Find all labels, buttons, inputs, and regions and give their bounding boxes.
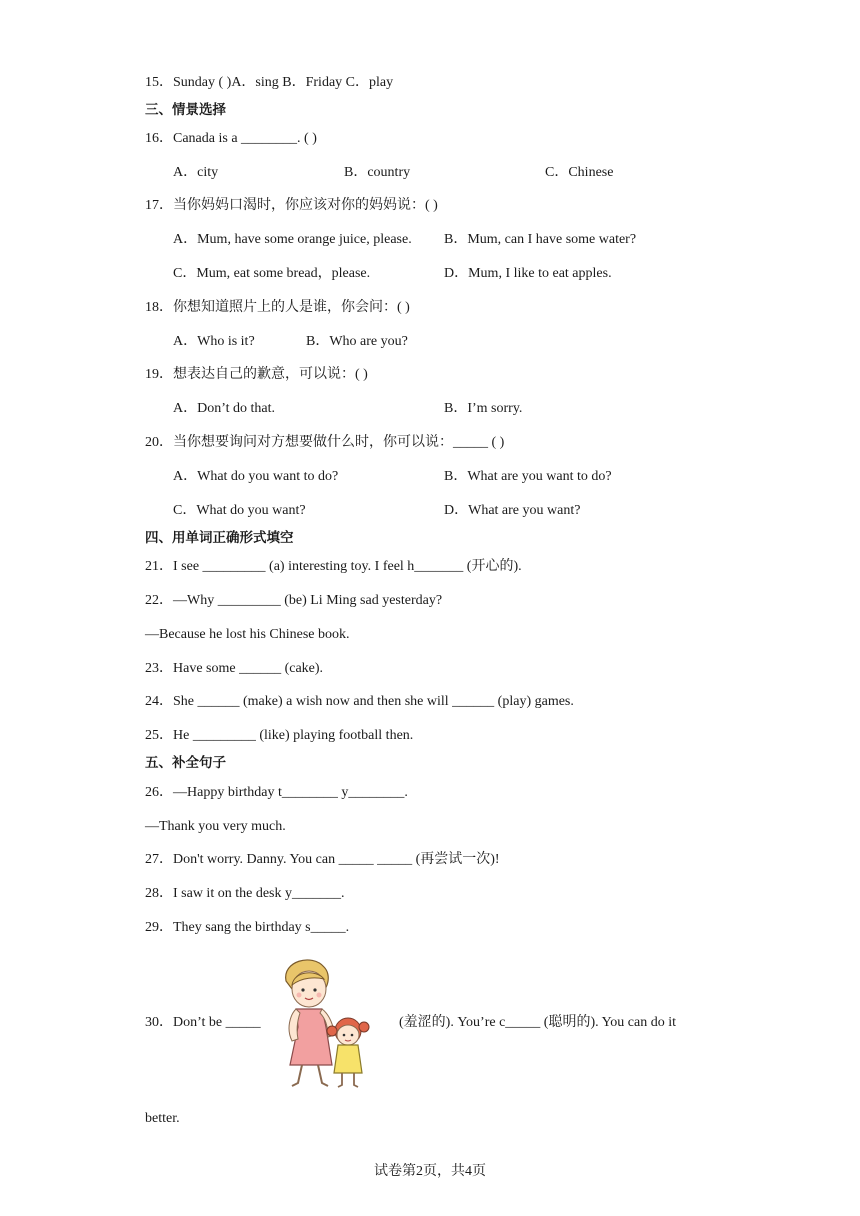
question-25: 25．He _________ (like) playing football then. bbox=[145, 728, 414, 743]
question-29: 29．They sang the birthday s_____. bbox=[145, 920, 350, 935]
question-23: 23．Have some ______ (cake). bbox=[145, 661, 324, 676]
option-16-c: C．Chinese bbox=[545, 165, 614, 180]
page-footer: 试卷第2页，共4页 bbox=[374, 1164, 486, 1179]
question-26-reply: —Thank you very much. bbox=[145, 819, 286, 834]
question-30-end: better. bbox=[145, 1111, 180, 1126]
question-20: 20．当你想要询问对方想要做什么时，你可以说：_____ ( ) bbox=[145, 435, 505, 450]
question-22-answer: —Because he lost his Chinese book. bbox=[145, 627, 350, 642]
option-18-a: A．Who is it? bbox=[173, 334, 255, 349]
section-3-heading: 三、情景选择 bbox=[145, 102, 226, 118]
option-20-d: D．What are you want? bbox=[444, 503, 581, 518]
option-17-d: D．Mum, I like to eat apples. bbox=[444, 266, 612, 281]
section-5-heading: 五、补全句子 bbox=[145, 755, 226, 771]
question-30-start: 30．Don’t be _____ bbox=[145, 1015, 261, 1030]
option-19-a: A．Don’t do that. bbox=[173, 401, 276, 416]
option-17-a: A．Mum, have some orange juice, please. bbox=[173, 232, 412, 247]
question-17: 17．当你妈妈口渴时，你应该对你的妈妈说：( ) bbox=[145, 198, 438, 213]
question-28: 28．I saw it on the desk y_______. bbox=[145, 886, 345, 901]
question-27: 27．Don't worry. Danny. You can _____ _____ (再尝试一次)! bbox=[145, 852, 500, 867]
question-22: 22．—Why _________ (be) Li Ming sad yesterday? bbox=[145, 593, 443, 608]
question-24: 24．She ______ (make) a wish now and then she will ______ (play) games. bbox=[145, 694, 574, 709]
mother-daughter-illustration bbox=[272, 955, 390, 1090]
option-20-a: A．What do you want to do? bbox=[173, 469, 339, 484]
option-20-c: C．What do you want? bbox=[173, 503, 306, 518]
option-17-b: B．Mum, can I have some water? bbox=[444, 232, 637, 247]
option-19-b: B．I’m sorry. bbox=[444, 401, 523, 416]
question-15: 15．Sunday ( )A．sing B．Friday C．play bbox=[145, 75, 394, 90]
question-19: 19．想表达自己的歉意，可以说：( ) bbox=[145, 367, 368, 382]
option-16-a: A．city bbox=[173, 165, 219, 180]
section-4-heading: 四、用单词正确形式填空 bbox=[145, 530, 294, 546]
question-26: 26．—Happy birthday t________ y________. bbox=[145, 785, 408, 800]
question-21: 21．I see _________ (a) interesting toy. I feel h_______ (开心的). bbox=[145, 559, 522, 574]
option-20-b: B．What are you want to do? bbox=[444, 469, 612, 484]
option-17-c: C．Mum, eat some bread，please. bbox=[173, 266, 371, 281]
option-16-b: B．country bbox=[344, 165, 411, 180]
question-18: 18．你想知道照片上的人是谁，你会问：( ) bbox=[145, 300, 410, 315]
question-16: 16．Canada is a ________. ( ) bbox=[145, 131, 317, 146]
question-30-middle: (羞涩的). You’re c_____ (聪明的). You can do it bbox=[399, 1015, 677, 1030]
option-18-b: B．Who are you? bbox=[306, 334, 408, 349]
